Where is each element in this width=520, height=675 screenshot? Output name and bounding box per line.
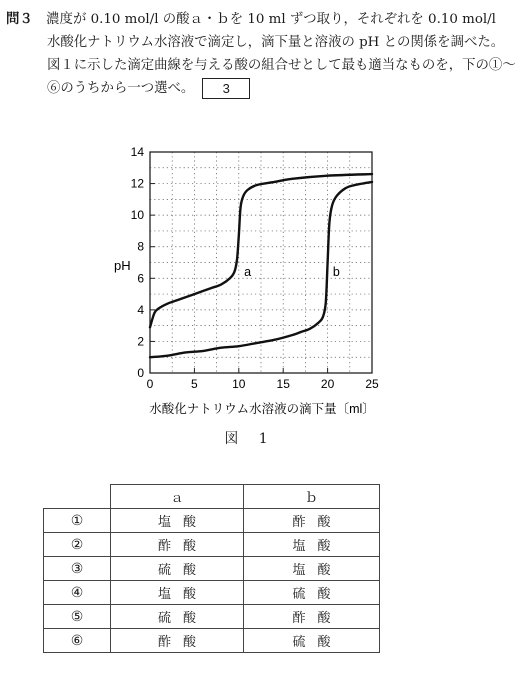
x-tick-label: 5 bbox=[191, 377, 198, 391]
choice-number: ⑤ bbox=[44, 605, 111, 629]
answer-box: 3 bbox=[202, 78, 250, 99]
x-tick-label: 20 bbox=[320, 377, 335, 391]
y-tick-label: 10 bbox=[130, 208, 144, 223]
header-acid-a: ａ bbox=[111, 485, 244, 509]
y-tick-label: 2 bbox=[137, 334, 144, 349]
x-axis-label: 水酸化ナトリウム水溶液の滴下量〔ml〕 bbox=[149, 402, 375, 416]
table-row bbox=[44, 557, 380, 581]
choices-table bbox=[43, 484, 380, 653]
choice-number: ③ bbox=[44, 557, 111, 581]
question-line-2: 水酸化ナトリウム水溶液で滴定し，滴下量と溶液の pH との関係を調べた。 bbox=[47, 35, 505, 50]
choice-acid-b: 酢酸 bbox=[244, 509, 380, 533]
series-label-b: b bbox=[332, 264, 340, 279]
y-tick-label: 8 bbox=[137, 239, 144, 254]
table-row bbox=[44, 605, 380, 629]
table-header-row bbox=[44, 485, 380, 509]
figure-caption: 図 1 bbox=[224, 431, 276, 447]
y-axis-ticks bbox=[131, 145, 155, 380]
choice-acid-b: 塩酸 bbox=[244, 557, 380, 581]
choice-number: ⑥ bbox=[44, 629, 111, 653]
table-row bbox=[44, 629, 380, 653]
question-text-1: 濃度が 0.10 mol/l の酸ａ・ｂを 10 ml ずつ取り，それぞれを 0.10 mol/l bbox=[46, 12, 496, 27]
titration-chart bbox=[100, 140, 400, 440]
question-number: 問３ bbox=[6, 11, 33, 27]
choice-acid-b: 硫酸 bbox=[244, 629, 380, 653]
question-line-1 bbox=[6, 8, 511, 31]
y-axis-label: pH bbox=[114, 258, 131, 273]
choice-acid-a: 塩酸 bbox=[111, 581, 244, 605]
choice-number: ② bbox=[44, 533, 111, 557]
x-axis-ticks bbox=[147, 368, 379, 391]
question-block bbox=[6, 8, 516, 100]
choice-acid-a: 硫酸 bbox=[111, 605, 244, 629]
x-tick-label: 10 bbox=[232, 377, 246, 391]
series-label-a: a bbox=[244, 264, 252, 279]
x-tick-label: 0 bbox=[146, 377, 154, 391]
header-blank bbox=[44, 485, 111, 509]
choice-acid-a: 酢酸 bbox=[111, 629, 244, 653]
table-row bbox=[44, 533, 380, 557]
choice-acid-b: 硫酸 bbox=[244, 581, 380, 605]
choice-acid-a: 硫酸 bbox=[111, 557, 244, 581]
y-tick-label: 14 bbox=[130, 145, 144, 159]
question-text-4: ⑥のうちから一つ選べ。 bbox=[47, 81, 195, 96]
choices-table-wrap bbox=[43, 484, 380, 653]
choice-acid-b: 酢酸 bbox=[244, 605, 380, 629]
y-tick-label: 4 bbox=[137, 302, 144, 317]
table-row bbox=[44, 581, 380, 605]
choice-acid-b: 塩酸 bbox=[244, 533, 380, 557]
choice-number: ① bbox=[44, 509, 111, 533]
choice-acid-a: 塩酸 bbox=[111, 509, 244, 533]
question-line-4 bbox=[6, 77, 511, 100]
y-tick-label: 0 bbox=[137, 366, 144, 380]
choice-number: ④ bbox=[44, 581, 111, 605]
y-tick-label: 6 bbox=[137, 271, 144, 286]
header-acid-b: ｂ bbox=[244, 485, 380, 509]
y-tick-label: 12 bbox=[130, 176, 144, 191]
question-line-3: 図１に示した滴定曲線を与える酸の組合せとして最も適当なものを，下の①〜 bbox=[47, 58, 516, 73]
table-row bbox=[44, 509, 380, 533]
choice-acid-a: 酢酸 bbox=[111, 533, 244, 557]
x-tick-label: 15 bbox=[276, 377, 290, 391]
x-tick-label: 25 bbox=[365, 377, 379, 391]
